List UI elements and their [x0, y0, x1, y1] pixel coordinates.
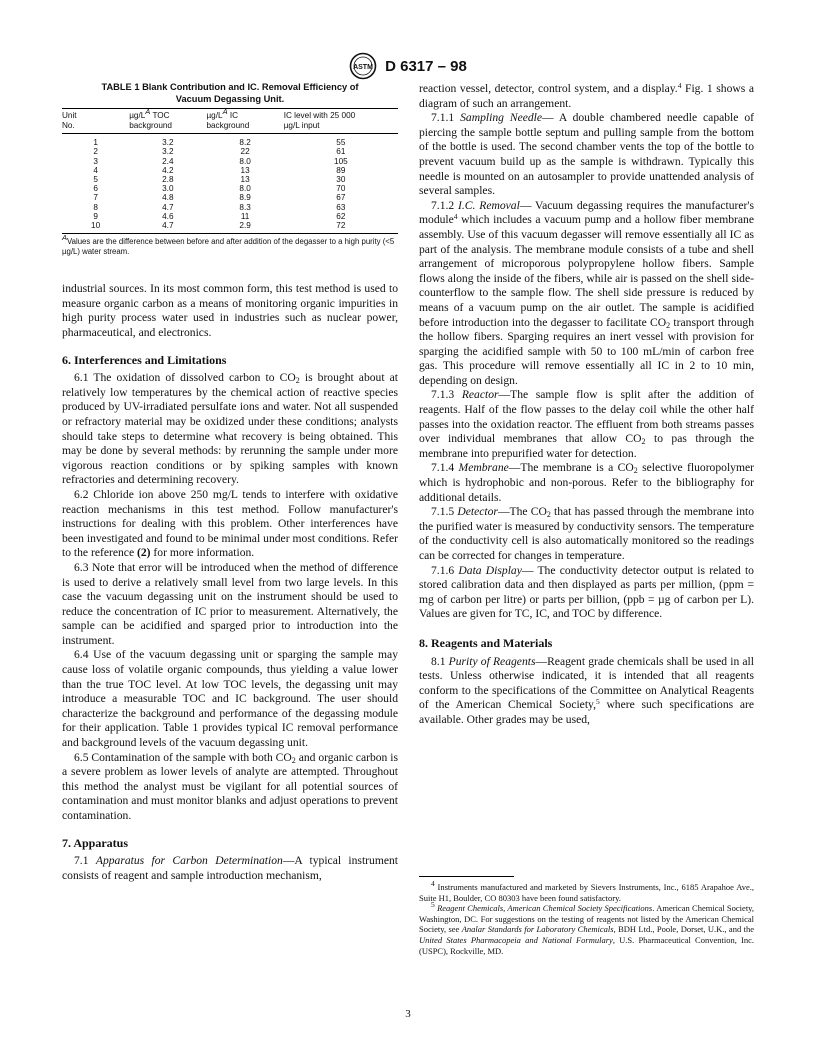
paragraph: reaction vessel, detector, control system, and a display.$^4$ Fig. 1 shows a diagram of such an arrangement. [419, 81, 754, 110]
page-number: 3 [405, 1008, 411, 1020]
table-cell: 4.8 [162, 193, 174, 203]
table-cell: 4.7 [129, 221, 206, 234]
table-cell: 1 [93, 138, 98, 148]
col-header-ic-level: IC level with 25 000 µg/L input [284, 109, 398, 134]
table-cell: 62 [336, 211, 346, 221]
paragraph: industrial sources. In its most common form, this test method is used to measure organic carbon as a means of monitoring organic impurities in high purity process water used in industries such as nuclear power, pharmaceutical, and electronics. [62, 282, 398, 339]
table-cell: 8 [93, 202, 98, 212]
table-row [62, 193, 398, 202]
paragraph-6-5: 6.5 Contamination of the sample with both $CO_2$ and organic carbon is a severe problem as lower levels of analyte are attempted. Throughout this method the analyst must be vigilant for all potential sources of contamination and must monitor blanks and adjust operations to prevent contamination. [62, 750, 398, 822]
footnote-rule [419, 876, 514, 877]
table-row [62, 221, 398, 234]
footnote-4: $^4$ Instruments manufactured and marketed by Sievers Instruments, Inc., 6185 Arapahoe Ave., Suite H1, Boulder, CO 80303 have been found satisfactory. [419, 879, 754, 903]
table-cell: 55 [336, 138, 346, 148]
table-cell: 72 [284, 221, 398, 234]
paragraph-7-1-1: 7.1.1 Sampling Needle— A double chambered needle capable of piercing the sample bottle septum and pulling sample from the bottom of the bottle is used. The second chamber vents the top of the bottle to prevent vacuum build up as the sample is withdrawn. Typically this needle is mounted on an autosampler to provide unattended analysis of several samples. [419, 111, 755, 198]
table-cell: 3.2 [162, 147, 174, 157]
table-caption: TABLE 1 Blank Contribution and IC. Removal Efficiency of Vacuum Degassing Unit. [101, 82, 359, 104]
table-row [62, 212, 398, 221]
table-cell: 13 [240, 165, 250, 175]
table-cell: 2 [93, 147, 98, 157]
table-cell: 30 [336, 175, 346, 184]
table-row [62, 157, 398, 166]
table-cell: 13 [240, 175, 250, 184]
paragraph-6-1: 6.1 The oxidation of dissolved carbon to $CO_2$ is brought about at relatively low temperatures by the chemical action of reactive species produced by UV-irradiated persulfate ions and water. Not all suspended or refractory material may be oxidized under these conditions; analysts should take steps to determine what recovery is being obtained. This may be done by several methods: by rerunning the sample under more vigorous reaction conditions or by spiking samples with known refractories and determining recovery. [62, 371, 398, 487]
table-row [62, 175, 398, 184]
section-heading-7: 7. Apparatus [62, 835, 129, 850]
table-row [62, 203, 398, 212]
table-cell: 8.2 [239, 138, 251, 148]
table-cell: 89 [336, 165, 346, 175]
paragraph-8-1: 8.1 Purity of Reagents—Reagent grade chemicals shall be used in all tests. Unless otherwise indicated, it is intended that all reagents conform to the specifications of the Committee on Analytical Reagents of the American Chemical Society,$^5$ where such specifications are available. Other grades may be used, [419, 654, 754, 726]
col-header-toc: $\mu g/L^A$ TOC background [129, 109, 206, 134]
table-cell: 3 [93, 156, 98, 166]
paragraph-7-1-4: 7.1.4 Membrane—The membrane is a $CO_2$ selective fluoropolymer which is hydrophobic and non-porous. Refer to the bibliography for additional details. [419, 461, 754, 504]
table-row [62, 147, 398, 156]
paragraph-7-1: 7.1 Apparatus for Carbon Determination—A typical instrument consists of reagent and sample introduction mechanism, [62, 854, 399, 882]
table-cell: 61 [336, 147, 346, 157]
table-cell: 22 [240, 147, 250, 157]
document-code: D 6317 – 98 [385, 57, 467, 75]
left-column [62, 82, 398, 883]
table-cell: 2.9 [206, 221, 283, 234]
table-cell: 6 [93, 184, 98, 194]
astm-logo-icon [349, 52, 377, 80]
table-cell: 63 [336, 202, 346, 212]
footnotes [419, 879, 755, 956]
section-heading-8: 8. Reagents and Materials [419, 635, 553, 650]
table-cell: 67 [336, 193, 346, 203]
data-table [62, 108, 398, 234]
paragraph-6-2: 6.2 Chloride ion above 250 mg/L tends to interfere with oxidative reaction mechanisms in this test method. Follow manufacturer's instructions for dealing with this problem. Other interferences have been investigated and found to be minimal under most conditions. Refer to the reference (2) for more information. [62, 487, 398, 560]
table-cell: 4.6 [162, 211, 174, 221]
right-column [419, 82, 754, 728]
table-cell: 11 [240, 211, 250, 221]
table-cell: 8.0 [239, 184, 251, 194]
col-header-ic: $\mu g/L^A$ IC background [206, 109, 283, 134]
table-1 [62, 82, 398, 257]
table-footnote: $^A$Values are the difference between before and after addition of the degasser to a high purity (<5 µg/L) water stream. [62, 233, 395, 257]
table-cell: 2.8 [162, 175, 174, 184]
table-cell: 7 [93, 193, 98, 203]
page-header [0, 52, 816, 80]
col-header-unit: Unit No. [62, 109, 129, 134]
paragraph-6-4: 6.4 Use of the vacuum degassing unit or sparging the sample may cause loss of volatile organic compounds, thus yielding a value lower than the true TOC level. At low TOC levels, the degassing unit may introduce a measurable TOC and IC background. The user should characterize the background and performance of the degassing module for their application. Table 1 provides typical IC removal performance and background levels of the vacuum degassing unit. [62, 648, 398, 750]
paragraph-6-3: 6.3 Note that error will be introduced when the method of difference is used to derive a relatively small level from two large levels. In this case the vacuum degassing unit on the instrument should be used to reduce the concentration of IC prior to measurement. Alternatively, the sample can be acidified and sparged prior to introduction into the instrument. [62, 560, 398, 647]
paragraph-7-1-6: 7.1.6 Data Display— The conductivity detector output is related to stored calibration data and then displayed as parts per million, (ppm = mg of carbon per litre) or parts per billion, (ppb = µg of carbon per L). Values are given for TC, IC, and TOC by difference. [419, 563, 754, 621]
paragraph-7-1-3: 7.1.3 Reactor—The sample flow is split after the addition of reagents. Half of the flow passes to the delay coil while the other half passes into the oxidation reactor. The effluent from both streams passes over individual membranes that allow $CO_2$ to pas through the membrane into prepurified water for detection. [419, 388, 755, 460]
table-cell: 9 [93, 211, 98, 221]
table-cell: 2.4 [162, 156, 174, 166]
paragraph-7-1-5: 7.1.5 Detector—The $CO_2$ that has passed through the membrane into the purified water is measured by conductivity sensors. The temperature of the conductivity cell is also automatically monitored so the readings can be corrected for changes in temperature. [419, 505, 755, 562]
table-row [62, 166, 398, 175]
table-cell: 4.7 [162, 202, 174, 212]
table-cell: 4.2 [162, 165, 174, 175]
footnote-5: $^5$ Reagent Chemicals, American Chemical Society Specifications. American Chemical Society, Washington, DC. For suggestions on the testing of reagents not listed by the American Chemical Society, see Analar Standards for Laboratory Chemicals, BDH Ltd., Poole, Dorset, U.K., and the United States Pharmacopeia and National Formulary, U.S. Pharmaceutical Convention, Inc. (USPC), Rockville, MD. [419, 900, 755, 956]
table-cell: 3.2 [162, 138, 174, 148]
table-cell: 105 [334, 156, 348, 166]
table-cell: 8.3 [239, 202, 251, 212]
table-cell: 5 [93, 175, 98, 184]
table-cell: 4 [93, 165, 98, 175]
table-cell: 8.9 [239, 193, 251, 203]
table-cell: 10 [62, 221, 129, 234]
svg-text:ASTM: ASTM [353, 64, 374, 71]
paragraph-7-1-2: 7.1.2 I.C. Removal— Vacuum degassing requires the manufacturer's module$^4$ which includes a vacuum pump and a hollow fiber membrane assembly. Use of this vacuum degasser will remove essentially all IC as part of the analysis. The membrane module consists of a tube and shell arrangement of microporous polypropylene hollow fibers. Sample flows along the inside of the fibers, while air is passed on the shell side-counterflow to the sample flow. The shell side pressure is reduced by means of a vacuum pump on the air outlet. The sample is acidified before introduction into the degasser to facilitate $CO_2$ transport through the hollow fibers. Sparging requires an inert vessel with provision for sparging the acidified sample with 50 to 100 mL/min of carbon free gas. This procedure will remove essentially all IC in 2 to 10 min, depending on design. [419, 198, 755, 387]
section-heading-6: 6. Interferences and Limitations [62, 352, 227, 367]
table-cell: 3.0 [162, 184, 174, 194]
table-cell: 70 [336, 184, 346, 194]
table-row [62, 184, 398, 193]
table-row [62, 134, 398, 148]
table-cell: 8.0 [239, 156, 251, 166]
